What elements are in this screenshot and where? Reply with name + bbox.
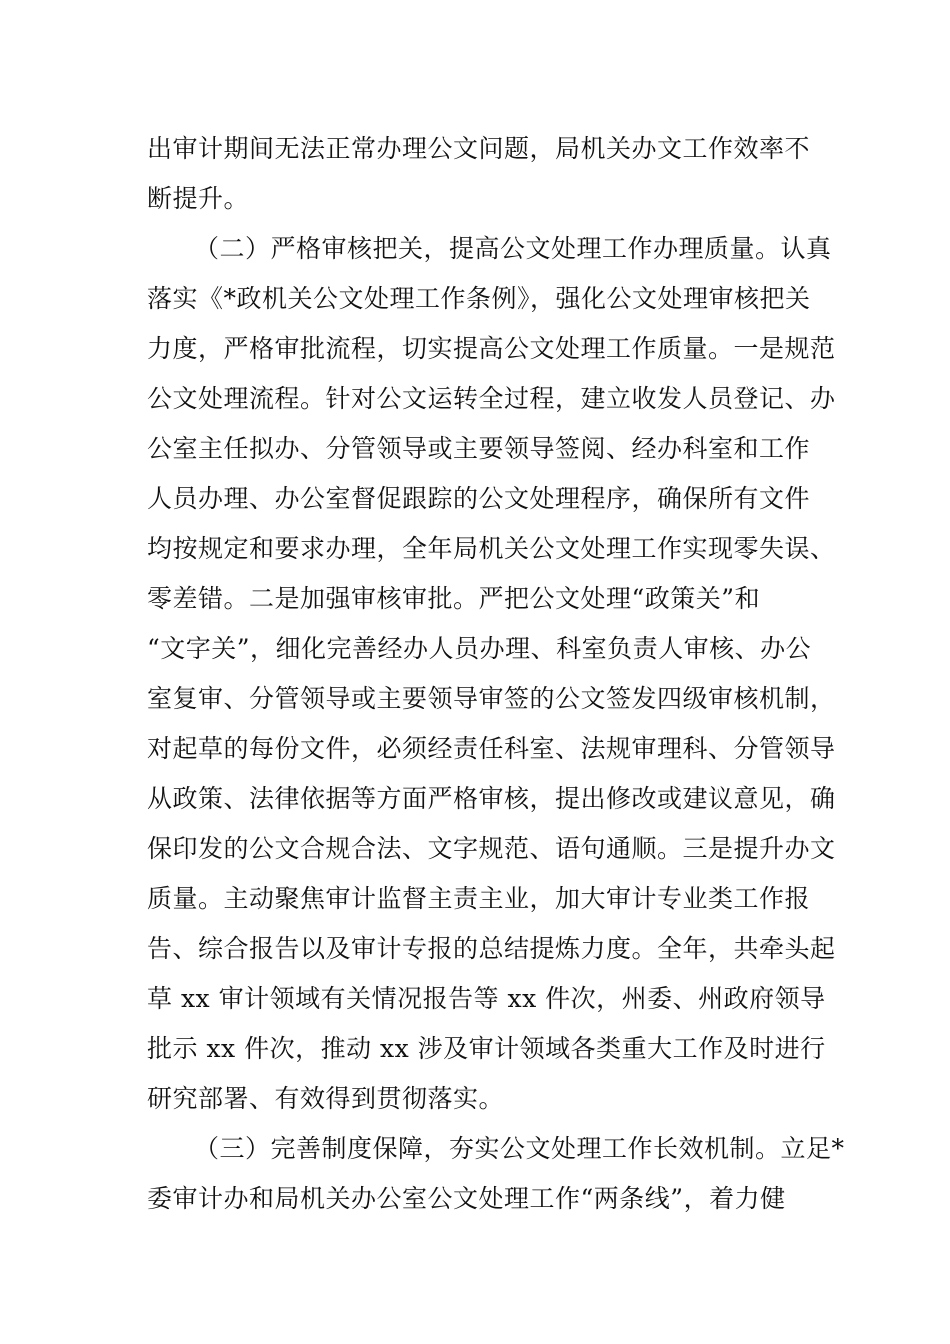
text-line-15: 保印发的公文合规合法、文字规范、语句通顺。三是提升办文 — [147, 834, 836, 863]
section-heading-2: （二）严格审核把关，提高公文处理工作办理质量。认真 — [194, 234, 832, 263]
text-line-16: 质量。主动聚焦审计监督主责主业，加大审计专业类工作报 — [147, 884, 811, 913]
section-heading-3: （三）完善制度保障，夯实公文处理工作长效机制。立足* — [194, 1134, 845, 1163]
text-line-13: 对起草的每份文件，必须经责任科室、法规审理科、分管领导 — [147, 734, 836, 763]
text-line-10: 零差错。二是加强审核审批。严把公文处理“政策关”和 — [147, 584, 761, 613]
text-line-1: 出审计期间无法正常办理公文问题，局机关办文工作效率不 — [147, 134, 811, 163]
text-line-5: 力度，严格审批流程，切实提高公文处理工作质量。一是规范 — [147, 334, 836, 363]
text-line-20: 研究部署、有效得到贯彻落实。 — [147, 1084, 505, 1113]
text-line-19: 批示 xx 件次，推动 xx 涉及审计领域各类重大工作及时进行 — [147, 1034, 826, 1063]
text-line-9: 均按规定和要求办理，全年局机关公文处理工作实现零失误、 — [147, 534, 836, 563]
text-line-22: 委审计办和局机关办公室公文处理工作“两条线”，着力健 — [147, 1184, 786, 1213]
text-line-8: 人员办理、办公室督促跟踪的公文处理程序，确保所有文件 — [147, 484, 811, 513]
text-line-4: 落实《*政机关公文处理工作条例》，强化公文处理审核把关 — [147, 284, 811, 313]
text-line-18: 草 xx 审计领域有关情况报告等 xx 件次，州委、州政府领导 — [147, 984, 826, 1013]
text-line-2: 断提升。 — [147, 184, 250, 213]
text-line-12: 室复审、分管领导或主要领导审签的公文签发四级审核机制， — [147, 684, 836, 713]
text-line-7: 公室主任拟办、分管领导或主要领导签阅、经办科室和工作 — [147, 434, 811, 463]
text-line-11: “文字关”，细化完善经办人员办理、科室负责人审核、办公 — [147, 634, 812, 663]
text-line-14: 从政策、法律依据等方面严格审核，提出修改或建议意见，确 — [147, 784, 836, 813]
text-line-17: 告、综合报告以及审计专报的总结提炼力度。全年，共牵头起 — [147, 934, 836, 963]
text-line-6: 公文处理流程。针对公文运转全过程，建立收发人员登记、办 — [147, 384, 836, 413]
